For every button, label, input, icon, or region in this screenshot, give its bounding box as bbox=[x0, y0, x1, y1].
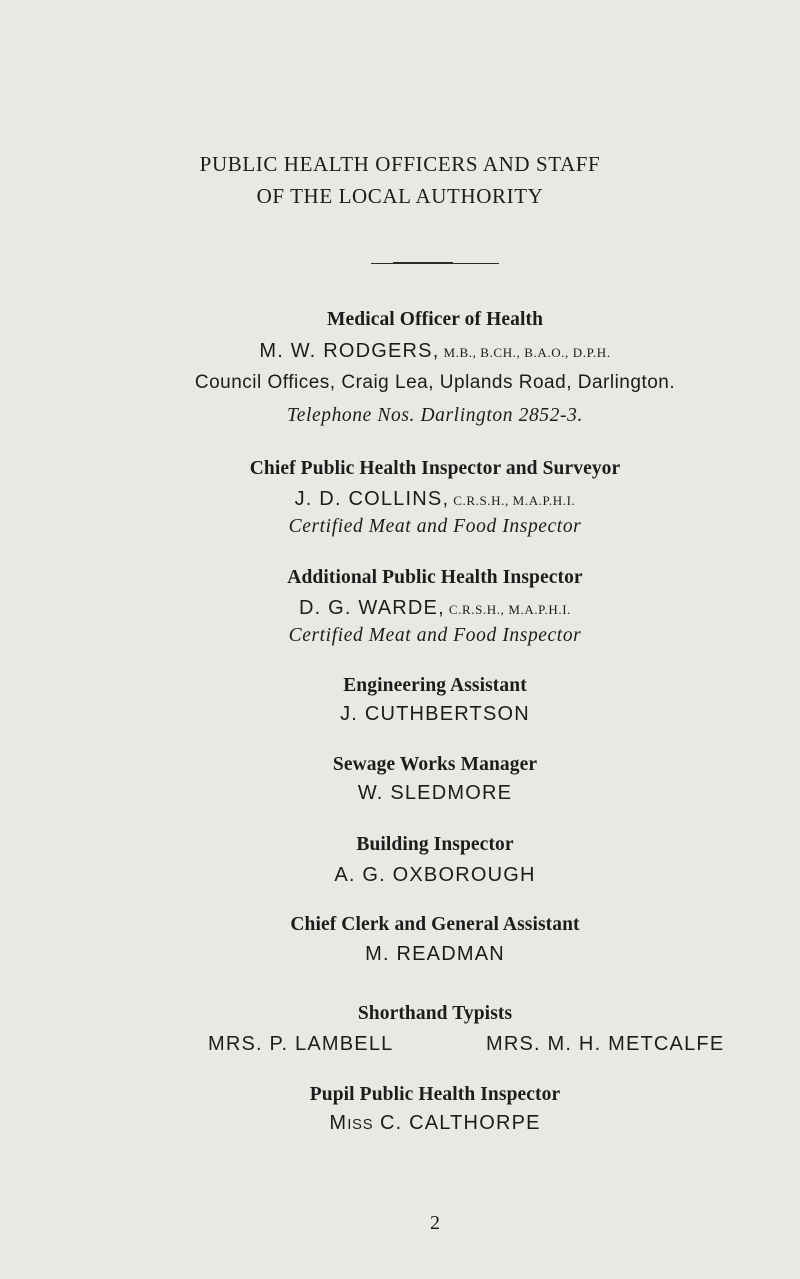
additional-inspector-qualifications: C.R.S.H., M.A.P.H.I. bbox=[448, 602, 572, 617]
page-title bbox=[0, 148, 800, 212]
chief-inspector-name: J. D. COLLINS, bbox=[294, 488, 450, 510]
title-divider bbox=[371, 263, 499, 264]
medical-officer-role: Medical Officer of Health bbox=[326, 309, 544, 330]
pupil-inspector-name-line bbox=[0, 1112, 800, 1135]
engineering-assistant-name: J. CUTHBERTSON bbox=[340, 703, 530, 725]
medical-officer-telephone: Telephone Nos. Darlington 2852-3. bbox=[287, 405, 583, 426]
additional-inspector-name-line bbox=[0, 597, 800, 620]
sewage-manager-role: Sewage Works Manager bbox=[332, 754, 538, 775]
additional-inspector-name: D. G. WARDE, bbox=[298, 597, 445, 619]
chief-clerk-role: Chief Clerk and General Assistant bbox=[290, 914, 580, 935]
page-number: 2 bbox=[430, 1212, 440, 1234]
medical-officer-name-line bbox=[0, 340, 800, 363]
medical-officer-name: M. W. RODGERS, bbox=[259, 340, 440, 362]
pupil-inspector-name: C. CALTHORPE bbox=[379, 1112, 541, 1134]
chief-inspector-certification: Certified Meat and Food Inspector bbox=[288, 516, 582, 537]
additional-inspector-role: Additional Public Health Inspector bbox=[287, 567, 583, 588]
title-line-2: OF THE LOCAL AUTHORITY bbox=[256, 184, 544, 208]
sewage-manager-name: W. SLEDMORE bbox=[357, 782, 513, 804]
building-inspector-name: A. G. OXBOROUGH bbox=[334, 864, 536, 886]
additional-inspector-certification: Certified Meat and Food Inspector bbox=[288, 625, 582, 646]
building-inspector-role: Building Inspector bbox=[356, 834, 514, 855]
typist-name: MRS. M. H. METCALFE bbox=[486, 1033, 725, 1055]
chief-inspector-name-line bbox=[0, 488, 800, 511]
pupil-inspector-title-initial: M bbox=[329, 1112, 348, 1134]
pupil-inspector-role: Pupil Public Health Inspector bbox=[309, 1084, 561, 1105]
typists-role: Shorthand Typists bbox=[357, 1003, 513, 1024]
medical-officer-address: Council Offices, Craig Lea, Uplands Road, Darlington. bbox=[194, 372, 676, 393]
chief-inspector-qualifications: C.R.S.H., M.A.P.H.I. bbox=[453, 493, 576, 508]
pupil-inspector-title-rest: ISS bbox=[347, 1116, 374, 1133]
title-line-1: PUBLIC HEALTH OFFICERS AND STAFF bbox=[199, 152, 601, 176]
chief-inspector-role: Chief Public Health Inspector and Surveyor bbox=[249, 458, 621, 479]
chief-clerk-name: M. READMAN bbox=[365, 943, 505, 965]
typist-name: MRS. P. LAMBELL bbox=[208, 1033, 394, 1055]
medical-officer-qualifications: M.B., B.CH., B.A.O., D.P.H. bbox=[443, 345, 611, 360]
engineering-assistant-role: Engineering Assistant bbox=[343, 675, 527, 696]
